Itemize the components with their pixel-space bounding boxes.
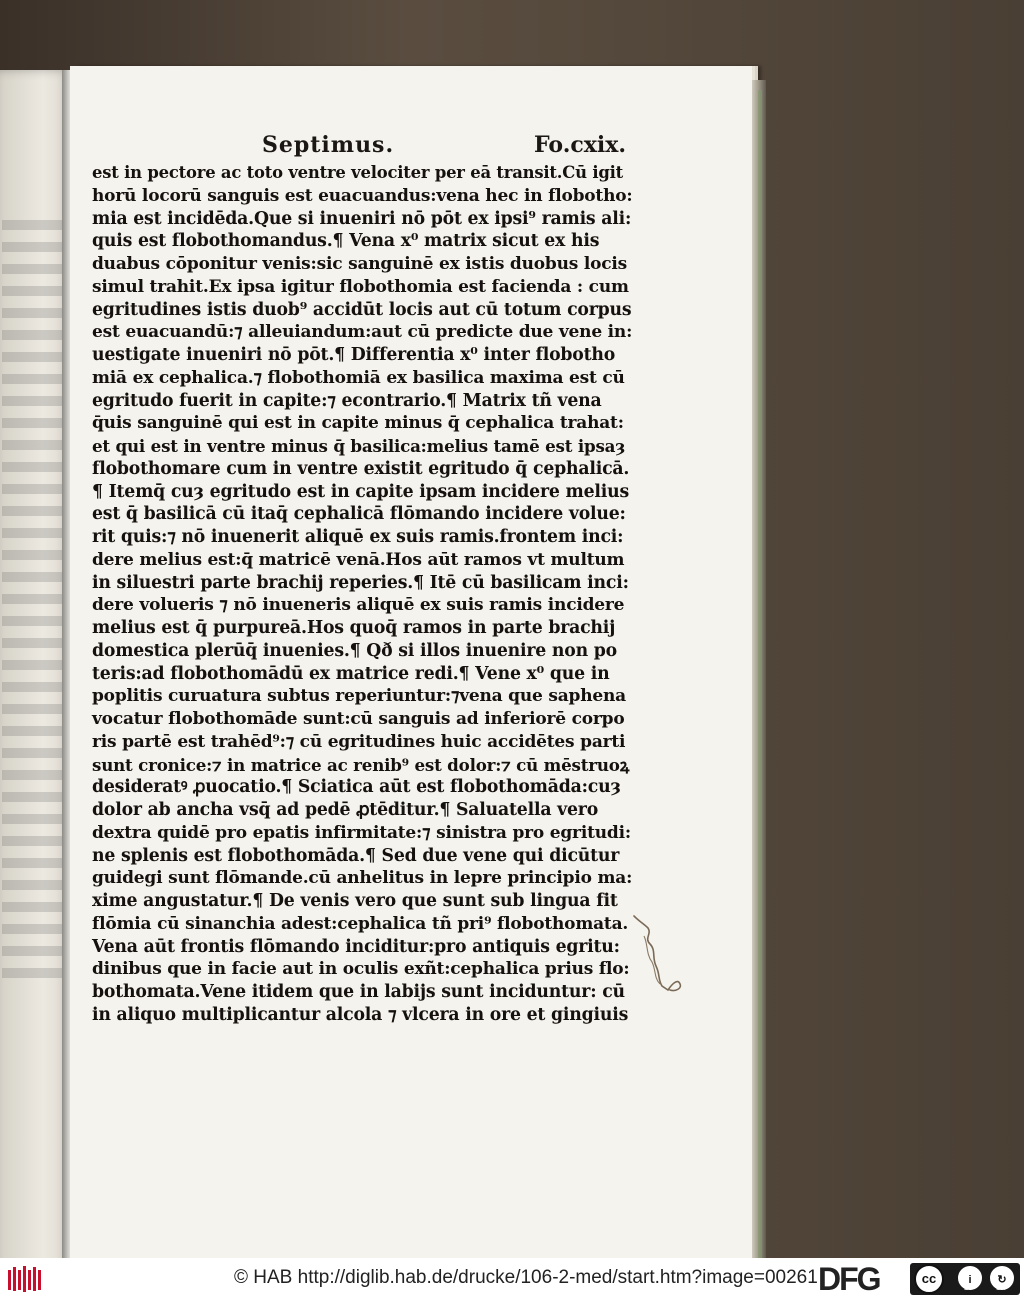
viewer-footer	[0, 1258, 1024, 1300]
text-line: dinibus que in facie aut in oculis exñt:cephalica prius flo:	[92, 959, 630, 980]
text-line: miā ex cephalica.⁊ flobothomiā ex basilica maxima est cū	[92, 367, 625, 388]
text-line: sunt cronice:⁊ in matrice ac renib⁹ est dolor:⁊ cū mēstruoꝝ	[92, 754, 630, 775]
text-line: est in pectore ac toto ventre velociter per eā transit.Cū igit	[92, 163, 624, 182]
text-line: ¶ Itemq̄ cuȝ egritudo est in capite ipsam incidere melius	[92, 481, 629, 502]
sa-label: SA	[996, 1285, 1006, 1292]
text-line: bothomata.Vene itidem que in labijs sunt inciduntur: cū	[92, 982, 625, 1002]
folio-number: Fo.cxix.	[534, 132, 627, 158]
text-line: mia est incidēda.Que si inueniri nō pōt ex ipsi⁹ ramis ali:	[92, 208, 632, 229]
by-label: BY	[964, 1285, 974, 1292]
cc-icon: cc	[914, 1264, 944, 1294]
text-line: rit quis:⁊ nō inuenerit aliquē ex suis ramis.frontem inci:	[92, 527, 624, 547]
text-line: domestica plerūq̄ inuenies.¶ Qð si illos inuenire non po	[92, 640, 617, 661]
creative-commons-badge[interactable]	[910, 1263, 1020, 1295]
text-line: guidegi sunt flōmande.cū anhelitus in lepre principio ma:	[92, 868, 633, 889]
text-line: dere volueris ⁊ nō inueneris aliquē ex suis ramis incidere	[92, 595, 625, 616]
text-line: q̄uis sanguinē qui est in capite minus q̄ cephalica trahat:	[92, 413, 624, 434]
attribution-icon: i	[958, 1266, 982, 1290]
text-line: dextra quidē pro epatis infirmitate:⁊ sinistra pro egritudi:	[92, 822, 631, 843]
text-line: in aliquo multiplicantur alcola ⁊ vlcera in ore et gingiuis	[92, 1004, 629, 1025]
text-line: flōmia cū sinanchia adest:cephalica tñ pri⁹ flobothomata.	[92, 913, 629, 934]
text-line: egritudo fuerit in capite:⁊ econtrario.¶ Matrix tñ vena	[92, 390, 602, 411]
text-line: dolor ab ancha vsq̄ ad pedē ꝓtēditur.¶ Saluatella vero	[92, 800, 599, 820]
text-line: ne splenis est flobothomāda.¶ Sed due vene qui dicūtur	[92, 845, 620, 866]
text-line: flobothomare cum in ventre existit egritudo q̄ cephalicā.	[92, 458, 630, 479]
text-line: quis est flobothomandus.¶ Vena x⁰ matrix sicut ex his	[92, 231, 600, 252]
dfg-logo: DFG	[818, 1261, 880, 1297]
text-line: simul trahit.Ex ipsa igitur flobothomia est facienda : cum	[92, 276, 629, 297]
page-text-block	[92, 162, 632, 1027]
text-line: est euacuandū:⁊ alleuiandum:aut cū predicte due vene in:	[92, 322, 633, 343]
text-line: xime angustatur.¶ De venis vero que sunt sub lingua fit	[92, 891, 618, 911]
text-line: Vena aūt frontis flōmando inciditur:pro antiquis egritu:	[92, 936, 620, 957]
bleed-through-text	[2, 220, 68, 980]
text-line: duabus cōponitur venis:sic sanguinē ex istis duobus locis	[92, 254, 628, 274]
text-line: ris partē est trahēd⁹:⁊ cū egritudines huic accidētes parti	[92, 731, 626, 752]
text-line: et qui est in ventre minus q̄ basilica:melius tamē est ipsaȝ	[92, 436, 626, 456]
marginal-annotation-mark	[630, 914, 686, 996]
share-alike-icon: ↻	[990, 1266, 1014, 1290]
text-line: desideratꝰ ꝓuocatio.¶ Sciatica aūt est flobothomāda:cuȝ	[92, 777, 621, 798]
text-line: uestigate inueniri nō pōt.¶ Differentia x⁰ inter flobotho	[92, 345, 616, 365]
text-line: teris:ad flobothomādū ex matrice redi.¶ Vene x⁰ que in	[92, 663, 610, 684]
text-line: egritudines istis duob⁹ accidūt locis aut cū totum corpus	[92, 299, 632, 320]
text-line: dere melius est:q̄ matricē venā.Hos aūt ramos vt multum	[92, 549, 625, 570]
copyright-link[interactable]: © HAB http://diglib.hab.de/drucke/106-2-med/start.htm?image=00261	[234, 1267, 818, 1288]
page-edge-tint	[758, 90, 762, 1258]
text-line: poplitis curuatura subtus reperiuntur:⁊vena que saphena	[92, 686, 626, 707]
text-line: in siluestri parte brachij reperies.¶ Itē cū basilicam inci:	[92, 572, 629, 593]
hab-library-logo	[6, 1264, 46, 1294]
text-line: horū locorū sanguis est euacuandus:vena hec in flobotho:	[92, 185, 633, 206]
text-line: est q̄ basilicā cū itaq̄ cephalicā flōmando incidere volue:	[92, 504, 626, 525]
text-line: vocatur flobothomāde sunt:cū sanguis ad inferiorē corpo	[92, 709, 625, 729]
text-line: melius est q̄ purpureā.Hos quoq̄ ramos in parte brachij	[92, 618, 616, 638]
running-header: Septimus.	[262, 132, 395, 158]
